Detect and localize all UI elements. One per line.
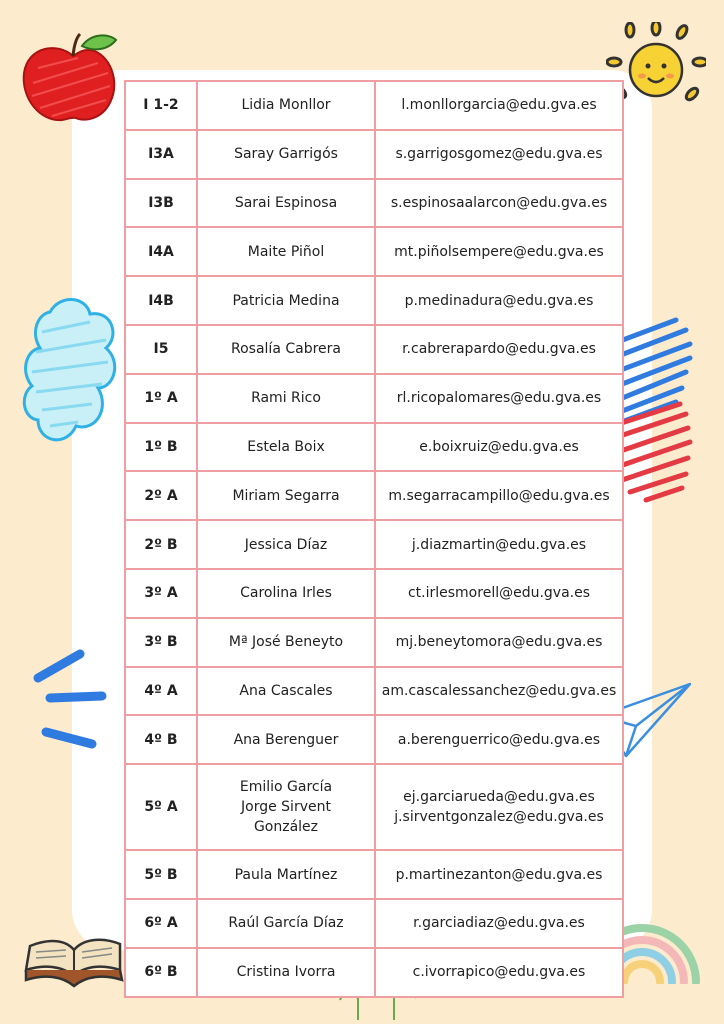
group-cell: I3B [125, 179, 197, 228]
teacher-cell: Jessica Díaz [197, 520, 375, 569]
email-cell: j.diazmartin@edu.gva.es [375, 520, 623, 569]
email-cell: r.cabrerapardo@edu.gva.es [375, 325, 623, 374]
table-row [125, 715, 623, 764]
group-cell: 4º A [125, 667, 197, 716]
email-cell: mj.beneytomora@edu.gva.es [375, 618, 623, 667]
table-row [125, 667, 623, 716]
teacher-cell: Saray Garrigós [197, 130, 375, 179]
email-address: ej.garciarueda@edu.gva.es [403, 789, 595, 806]
table-row [125, 227, 623, 276]
teacher-cell: Patricia Medina [197, 276, 375, 325]
table-row [125, 618, 623, 667]
teacher-cell: Rami Rico [197, 374, 375, 423]
cloud-icon [20, 292, 124, 452]
table-row [125, 471, 623, 520]
email-cell: mt.piñolsempere@edu.gva.es [375, 227, 623, 276]
email-cell [375, 764, 623, 850]
table-row [125, 179, 623, 228]
group-cell: 3º B [125, 618, 197, 667]
group-cell: I5 [125, 325, 197, 374]
email-cell: a.berenguerrico@edu.gva.es [375, 715, 623, 764]
group-cell: 3º A [125, 569, 197, 618]
email-cell: am.cascalessanchez@edu.gva.es [375, 667, 623, 716]
teacher-cell: Miriam Segarra [197, 471, 375, 520]
teacher-cell: Raúl García Díaz [197, 899, 375, 948]
teacher-cell [197, 764, 375, 850]
email-address: j.sirventgonzalez@edu.gva.es [394, 809, 604, 826]
book-icon [22, 930, 126, 994]
table-row [125, 850, 623, 899]
group-cell: 6º B [125, 948, 197, 997]
group-cell: I3A [125, 130, 197, 179]
table-row [125, 325, 623, 374]
teacher-cell: Paula Martínez [197, 850, 375, 899]
email-cell: s.espinosaalarcon@edu.gva.es [375, 179, 623, 228]
table-row [125, 569, 623, 618]
email-cell: p.medinadura@edu.gva.es [375, 276, 623, 325]
apple-icon [18, 28, 128, 128]
teacher-cell: Mª José Beneyto [197, 618, 375, 667]
table-row [125, 276, 623, 325]
teacher-cell: Sarai Espinosa [197, 179, 375, 228]
table-row [125, 81, 623, 130]
group-cell: I 1-2 [125, 81, 197, 130]
email-cell: ct.irlesmorell@edu.gva.es [375, 569, 623, 618]
dash-marks-icon [28, 640, 112, 760]
table-row [125, 374, 623, 423]
table-row [125, 899, 623, 948]
teacher-cell: Maite Piñol [197, 227, 375, 276]
group-cell: 5º A [125, 764, 197, 850]
teacher-cell: Estela Boix [197, 423, 375, 472]
table-row [125, 764, 623, 850]
table-row [125, 948, 623, 997]
email-cell: l.monllorgarcia@edu.gva.es [375, 81, 623, 130]
email-cell: c.ivorrapico@edu.gva.es [375, 948, 623, 997]
teacher-name: Emilio García [239, 779, 333, 796]
email-cell: p.martinezanton@edu.gva.es [375, 850, 623, 899]
teacher-cell: Carolina Irles [197, 569, 375, 618]
teacher-cell: Lidia Monllor [197, 81, 375, 130]
email-cell: rl.ricopalomares@edu.gva.es [375, 374, 623, 423]
email-cell: r.garciadiaz@edu.gva.es [375, 899, 623, 948]
group-cell: 5º B [125, 850, 197, 899]
email-cell: s.garrigosgomez@edu.gva.es [375, 130, 623, 179]
teacher-name: Jorge Sirvent [241, 799, 331, 816]
table-row [125, 130, 623, 179]
group-cell: 1º B [125, 423, 197, 472]
table-row [125, 423, 623, 472]
group-cell: I4B [125, 276, 197, 325]
teacher-cell: Cristina Ivorra [197, 948, 375, 997]
group-cell: 2º A [125, 471, 197, 520]
group-cell: 2º B [125, 520, 197, 569]
teacher-cell: Ana Berenguer [197, 715, 375, 764]
group-cell: 1º A [125, 374, 197, 423]
teacher-name: González [253, 819, 319, 836]
table-row [125, 520, 623, 569]
email-cell: e.boixruiz@edu.gva.es [375, 423, 623, 472]
group-cell: 6º A [125, 899, 197, 948]
teacher-cell: Ana Cascales [197, 667, 375, 716]
email-cell: m.segarracampillo@edu.gva.es [375, 471, 623, 520]
contacts-table [124, 80, 624, 998]
group-cell: I4A [125, 227, 197, 276]
group-cell: 4º B [125, 715, 197, 764]
teacher-cell: Rosalía Cabrera [197, 325, 375, 374]
